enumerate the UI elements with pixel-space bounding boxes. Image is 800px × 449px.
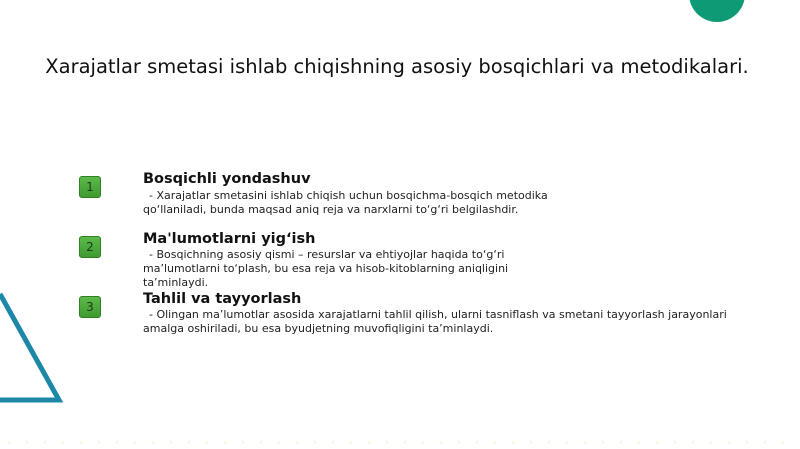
step-2-title: Ma'lumotlarni yig‘ish <box>143 231 316 247</box>
step-2-badge <box>79 236 101 258</box>
step-3-desc-line-1: - Olingan ma’lumotlar asosida xarajatlarni tahlil qilish, ularni tasniflash va smetani tayyorlash jarayonlari <box>149 308 727 321</box>
step-1-title: Bosqichli yondashuv <box>143 171 311 187</box>
decorative-dots <box>0 436 800 449</box>
decorative-circle <box>689 0 745 22</box>
step-2-desc-line-2: ma’lumotlarni to‘plash, bu esa reja va hisob-kitoblarning aniqligini <box>143 262 509 275</box>
slide-title: Xarajatlar smetasi ishlab chiqishning asosiy bosqichlari va metodikalari. <box>45 55 749 78</box>
step-3-title: Tahlil va tayyorlash <box>143 291 302 307</box>
step-2-desc-line-1: - Bosqichning asosiy qismi – resurslar va ehtiyojlar haqida to‘g‘ri <box>149 248 505 261</box>
step-2-number: 2 <box>86 240 94 254</box>
step-1-number: 1 <box>86 180 94 194</box>
step-3-desc-line-2: amalga oshiriladi, bu esa byudjetning muvofiqligini ta’minlaydi. <box>143 322 494 335</box>
step-3-badge <box>79 296 101 318</box>
step-2-desc-line-3: ta’minlaydi. <box>143 276 209 289</box>
step-1-desc-line-2: qo‘llaniladi, bunda maqsad aniq reja va narxlarni to‘g‘ri belgilashdir. <box>143 203 519 216</box>
step-1-desc-line-1: - Xarajatlar smetasini ishlab chiqish uchun bosqichma-bosqich metodika <box>149 189 548 202</box>
step-3-number: 3 <box>86 300 94 314</box>
step-1-badge <box>79 176 101 198</box>
